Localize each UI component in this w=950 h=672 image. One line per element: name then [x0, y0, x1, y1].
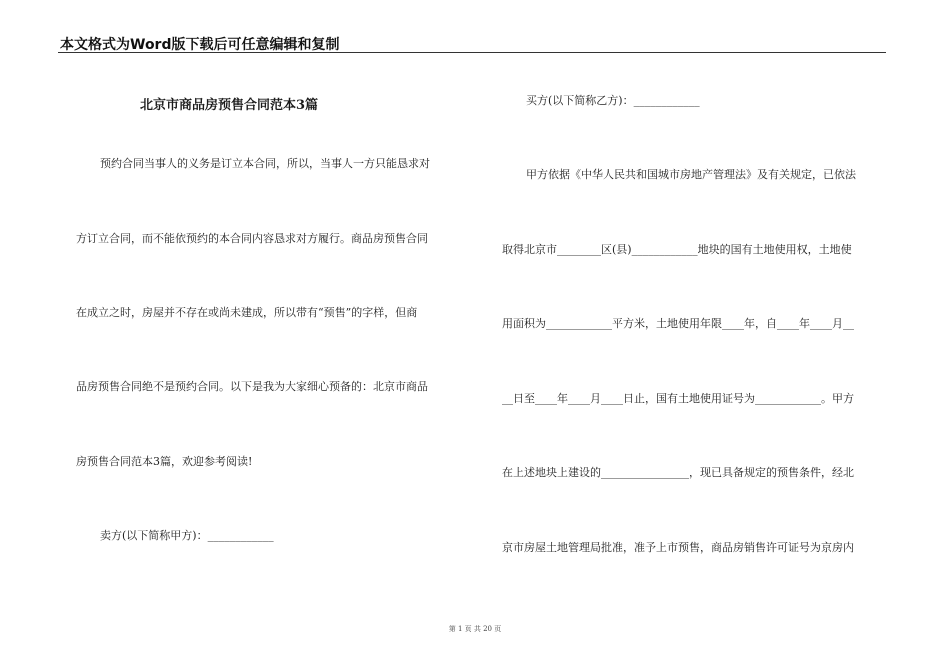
body-line: 品房预售合同绝不是预约合同。以下是我为大家细心预备的：北京市商品 [76, 380, 428, 393]
body-line: 用面积为____________平方米，土地使用年限____年，自____年____月__ [502, 317, 854, 330]
body-line: 在上述地块上建设的________________，现已具备规定的预售条件，经北 [502, 466, 854, 479]
body-line: 取得北京市________区(县)____________地块的国有土地使用权，土地使 [502, 243, 852, 256]
body-line: 在成立之时，房屋并不存在或尚未建成，所以带有“预售”的字样，但商 [76, 306, 418, 319]
body-line: __日至____年____月____日止，国有土地使用证号为____________。甲方 [502, 392, 854, 405]
header-text: 本文格式为Word版下载后可任意编辑和复制 [60, 37, 340, 53]
body-line: 甲方依据《中华人民共和国城市房地产管理法》及有关规定，已依法 [526, 168, 856, 181]
body-line: 方订立合同，而不能依预约的本合同内容恳求对方履行。商品房预售合同 [76, 232, 428, 245]
body-line: 房预售合同范本3篇，欢迎参考阅读! [76, 455, 253, 468]
page-number: 第 1 页 共 20 页 [448, 625, 502, 633]
document-title: 北京市商品房预售合同范本3篇 [140, 98, 319, 113]
body-line: 预约合同当事人的义务是订立本合同，所以，当事人一方只能恳求对 [100, 157, 430, 170]
header-divider [58, 52, 886, 53]
body-line: 京市房屋土地管理局批准，准予上市预售，商品房销售许可证号为京房内 [502, 541, 854, 554]
body-line: 买方(以下简称乙方)：____________ [526, 94, 700, 107]
body-line: 卖方(以下简称甲方)：____________ [100, 529, 274, 542]
